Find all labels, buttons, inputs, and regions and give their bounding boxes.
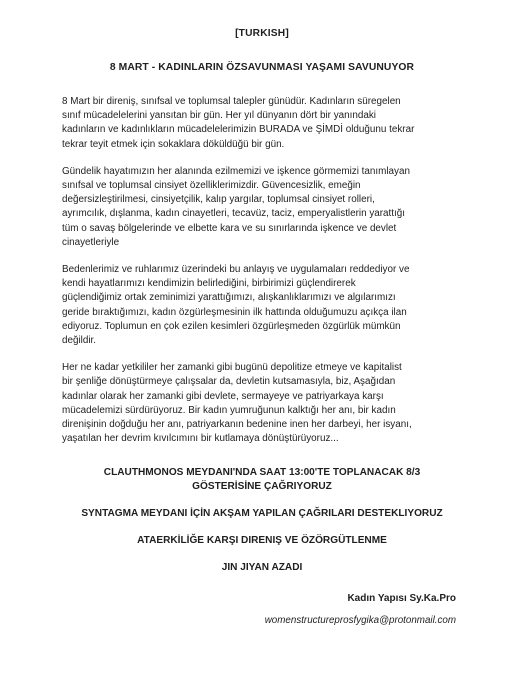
call-line: SYNTAGMA MEYDANI İÇİN AKŞAM YAPILAN ÇAĞRILARI DESTEKLIYORUZ bbox=[81, 508, 443, 520]
text-line: ediyoruz. Toplumun en çok ezilen kesimleri özgürleşmeden özgürlük mümkün bbox=[62, 320, 401, 332]
text-line: sınıf mücadelelerini yansıtan bir gün. Her yıl dünyanın dört bir yanındaki bbox=[62, 110, 376, 122]
text-line: tüm o savaş bölgelerinde ve elbette kara ve su sınırlarında işkence ve devlet bbox=[62, 222, 397, 234]
text-line: değersizleştirilmesi, cinsiyetçilik, kalıp yargılar, toplumsal cinsiyet rolleri, bbox=[62, 194, 375, 206]
text-line: kendi hayatlarımızı kendimizin belirlediğini, birbirimizi güçlendirerek bbox=[62, 278, 356, 290]
signature: Kadın Yapısı Sy.Ka.Pro bbox=[347, 593, 456, 605]
document-title: 8 MART - KADINLARIN ÖZSAVUNMASI YAŞAMI SAVUNUYOR bbox=[109, 62, 415, 73]
call-syntagma bbox=[62, 507, 462, 521]
paragraph-3 bbox=[62, 263, 462, 348]
text-line: mücadelemizi sürdürüyoruz. Bir kadın yumruğunun kalktığı her anı, bir kadın bbox=[62, 404, 396, 416]
paragraph-1 bbox=[62, 95, 462, 152]
text-line: yaşatılan her devrim kıvılcımını bir kutlamaya dönüştürüyoruz... bbox=[62, 433, 339, 445]
text-line: geride bıraktığımızı, kadın özgürleşmesinin ilk hattında olduğumuzu açıkça ilan bbox=[62, 306, 407, 318]
text-line: Bedenlerimiz ve ruhlarımız üzerindeki bu anlayış ve uygulamaları reddediyor ve bbox=[62, 264, 410, 276]
text-line: ayrımcılık, dışlanma, kadın cinayetleri, tecavüz, taciz, emperyalistlerin yarattığı bbox=[62, 208, 406, 220]
text-line: Her ne kadar yetkililer her zamanki gibi bugünü depolitize etmeye ve kapitalist bbox=[62, 362, 402, 374]
call-gathering bbox=[62, 466, 462, 494]
language-tag: [TURKISH] bbox=[235, 28, 289, 39]
text-line: değildir. bbox=[62, 335, 97, 347]
contact-email: womenstructureprosfygika@protonmail.com bbox=[264, 615, 456, 627]
call-resistance bbox=[62, 534, 462, 548]
text-line: kadınların ve kadınlıkların mücadelelerimizin BURADA ve ŞİMDİ olduğunu tekrar bbox=[62, 124, 415, 136]
text-line: Gündelik hayatımızın her alanında ezilmemizi ve işkence görmemizi tanımlayan bbox=[62, 165, 410, 177]
text-line: 8 Mart bir direniş, sınıfsal ve toplumsal talepler günüdür. Kadınların süregelen bbox=[62, 96, 401, 107]
call-line: ATAERKİLİĞE KARŞI DIRENIŞ VE ÖZÖRGÜTLENME bbox=[137, 535, 387, 547]
call-slogan bbox=[62, 561, 462, 575]
text-line: sınıfsal ve toplumsal cinsiyet özelliklerimizdir. Güvencesizlik, emeğin bbox=[62, 180, 361, 192]
call-line: JIN JIYAN AZADI bbox=[221, 562, 303, 574]
call-line: GÖSTERİSİNE ÇAĞRIYORUZ bbox=[192, 481, 332, 493]
call-line: CLAUTHMONOS MEYDANI'NDA SAAT 13:00'TE TOPLANACAK 8/3 bbox=[103, 467, 421, 479]
text-line: direnişinin doğduğu her anı, patriyarkanın bedenine inen her darbeyi, her isyanı, bbox=[62, 419, 412, 431]
text-line: bir şenliğe dönüştürmeye çalışsalar da, devletin kutsamasıyla, biz, Aşağıdan bbox=[62, 376, 396, 388]
text-line: kadınlar olarak her zamanki gibi devlete, sermayeye ve patriyarkaya karşı bbox=[62, 390, 384, 402]
paragraph-4 bbox=[62, 361, 462, 446]
text-line: cinayetleriyle bbox=[62, 236, 120, 248]
text-line: tekrar teyit etmek için sokaklara döküldüğü bir gün. bbox=[62, 138, 285, 150]
text-line: güçlendiğimiz ortak zeminimizi yarattığımızı, alışkanlıklarımızı ve algılarımızı bbox=[62, 292, 396, 304]
paragraph-2 bbox=[62, 165, 462, 250]
